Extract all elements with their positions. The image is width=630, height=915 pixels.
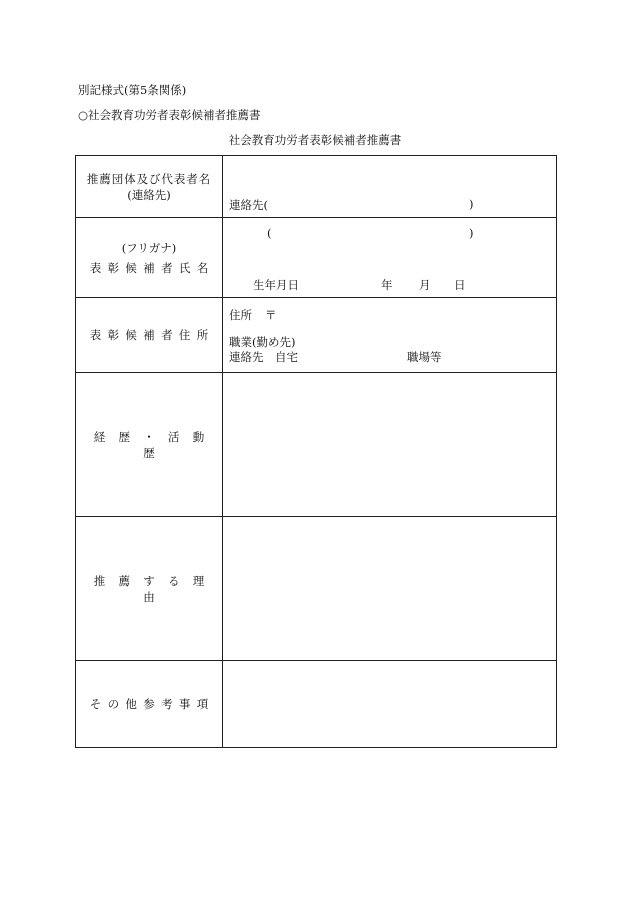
career-label-cell xyxy=(76,373,223,517)
candidate-address-row xyxy=(76,298,557,373)
birth-year-label: 年 xyxy=(381,278,393,292)
candidate-address-label: 表彰候補者住所 xyxy=(89,328,215,342)
other-notes-label-cell xyxy=(76,661,223,748)
candidate-name-label: 表彰候補者氏名 xyxy=(89,260,215,275)
candidate-name-field[interactable] xyxy=(223,218,557,298)
reason-row xyxy=(76,517,557,661)
furigana-close-paren: ) xyxy=(469,226,474,240)
recommender-row xyxy=(76,156,557,218)
address-label: 住所 xyxy=(229,308,252,322)
career-label: 経歴・活動歴 xyxy=(93,429,218,460)
other-notes-field[interactable] xyxy=(223,661,557,748)
candidate-name-row xyxy=(76,218,557,298)
career-row xyxy=(76,373,557,517)
reason-label: 推薦する理由 xyxy=(93,573,218,604)
recommender-contact-sublabel: (連絡先) xyxy=(127,187,171,202)
postal-mark: 〒 xyxy=(265,308,277,322)
recommender-label-cell xyxy=(76,156,223,218)
contact-label: 連絡先 xyxy=(229,350,264,364)
recommender-label: 推薦団体及び代表者名 xyxy=(86,171,212,186)
birth-day-label: 日 xyxy=(454,278,466,292)
recommendation-form-table xyxy=(75,155,557,748)
candidate-name-label-cell xyxy=(76,218,223,298)
document-heading: ○社会教育功労者表彰候補者推薦書 xyxy=(78,108,261,122)
birth-month-label: 月 xyxy=(419,278,431,292)
furigana-label: (フリガナ) xyxy=(121,240,177,255)
candidate-address-label-cell xyxy=(76,298,223,373)
occupation-label: 職業(勤め先) xyxy=(229,335,296,349)
home-phone-label: 自宅 xyxy=(275,350,298,364)
reason-field[interactable] xyxy=(223,517,557,661)
career-field[interactable] xyxy=(223,373,557,517)
recommender-contact-close-paren: ) xyxy=(469,197,474,211)
recommender-field[interactable] xyxy=(223,156,557,218)
work-phone-label: 職場等 xyxy=(407,350,442,364)
other-notes-label: その他参考事項 xyxy=(89,697,215,711)
candidate-address-field[interactable] xyxy=(223,298,557,373)
reason-label-cell xyxy=(76,517,223,661)
other-notes-row xyxy=(76,661,557,748)
birthdate-label: 生年月日 xyxy=(253,278,299,292)
form-title: 社会教育功労者表彰候補者推薦書 xyxy=(228,133,402,147)
recommender-contact-label: 連絡先( xyxy=(229,198,268,212)
furigana-open-paren: ( xyxy=(267,226,272,240)
form-reference: 別記様式(第5条関係) xyxy=(78,83,187,97)
